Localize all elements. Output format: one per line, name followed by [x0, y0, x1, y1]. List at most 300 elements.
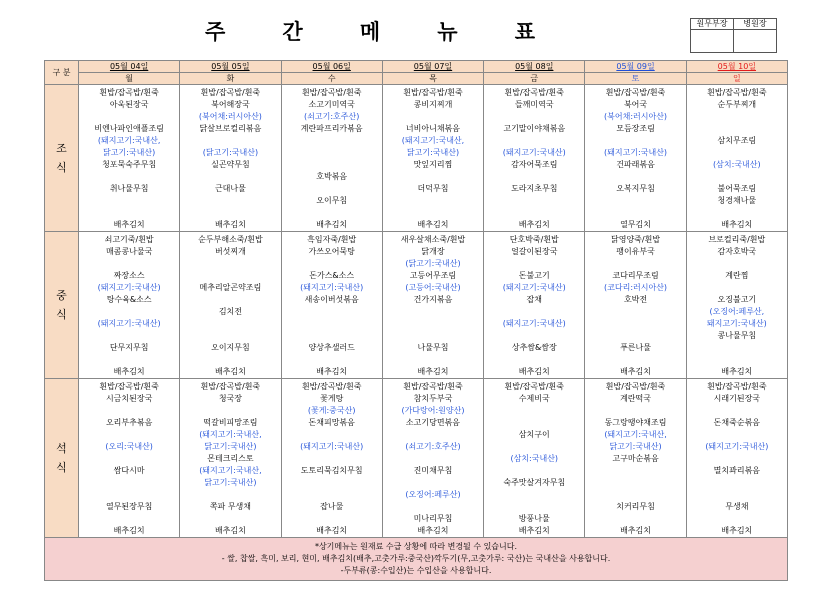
menu-item: 아욱된장국	[109, 100, 149, 109]
menu-item: 오이무침	[316, 196, 348, 205]
menu-item: 배추김치	[316, 367, 348, 376]
menu-item: 배추김치	[721, 526, 753, 535]
menu-cell	[484, 232, 585, 379]
meal-label	[45, 85, 79, 232]
menu-item	[585, 318, 685, 330]
menu-item	[585, 195, 685, 207]
menu-item	[383, 501, 483, 513]
menu-item	[585, 171, 685, 183]
menu-item: 배추김치	[113, 526, 145, 535]
menu-item: 쌈다시마	[113, 466, 145, 475]
menu-item: 비엔나파인애플조림	[94, 124, 164, 133]
approval-sign-manager	[691, 30, 734, 53]
menu-item	[79, 207, 179, 219]
menu-item: 소고기당면볶음	[405, 418, 461, 427]
menu-item: 삼치구이	[518, 430, 550, 439]
menu-cell	[484, 379, 585, 538]
menu-item	[282, 306, 382, 318]
menu-item: 단호박죽/흰밥	[509, 235, 559, 244]
menu-item	[383, 354, 483, 366]
menu-item: 잡나물	[320, 502, 344, 511]
menu-item	[79, 258, 179, 270]
menu-item	[282, 477, 382, 489]
origin-note: (돼지고기:국내산)	[97, 283, 161, 292]
menu-item	[383, 195, 483, 207]
menu-item: 코다리무조림	[612, 271, 659, 280]
menu-item: 호박전	[623, 295, 648, 304]
header-date	[281, 61, 382, 73]
menu-item: 수제비국	[518, 394, 550, 403]
menu-item: 버섯찌개	[214, 247, 246, 256]
menu-item	[79, 489, 179, 501]
menu-item: 매콤콩나물국	[105, 247, 153, 256]
menu-item	[585, 465, 685, 477]
menu-item: 흰밥/잡곡밥/흰죽	[707, 382, 767, 391]
menu-item	[484, 465, 584, 477]
menu-item	[79, 354, 179, 366]
menu-item	[585, 306, 685, 318]
menu-item	[383, 477, 483, 489]
menu-item: 배추김치	[214, 367, 246, 376]
menu-item	[180, 294, 280, 306]
menu-item: 팽이유부국	[616, 247, 655, 256]
origin-note: (돼지고기:국내산)	[502, 319, 566, 328]
menu-item	[687, 354, 787, 366]
menu-item: 배추김치	[721, 220, 753, 229]
menu-item: 흰밥/잡곡밥/흰죽	[504, 88, 565, 97]
menu-item: 돈채죽순볶음	[713, 418, 761, 427]
menu-item	[484, 135, 584, 147]
menu-item: 배추김치	[316, 220, 348, 229]
menu-item: 흰밥/잡곡밥/흰죽	[605, 88, 666, 97]
menu-item	[383, 453, 483, 465]
menu-item	[282, 147, 382, 159]
menu-item	[383, 429, 483, 441]
menu-item	[687, 171, 787, 183]
menu-item	[180, 513, 280, 525]
origin-note: (코다리:러시아산)	[604, 283, 668, 292]
menu-item	[282, 429, 382, 441]
menu-item	[79, 171, 179, 183]
title-char: 주	[205, 20, 226, 44]
menu-item: 배추김치	[620, 367, 651, 376]
menu-item: 메추리알곤약조림	[199, 283, 262, 292]
menu-item	[282, 330, 382, 342]
origin-note: (삼치:국내산)	[713, 160, 761, 169]
menu-item: 도토리묵김치무침	[300, 466, 363, 475]
menu-item	[585, 405, 685, 417]
menu-item: 닭영양죽/흰밥	[611, 235, 661, 244]
origin-note: (돼지고기:국내산,	[401, 136, 465, 145]
menu-cell	[382, 85, 483, 232]
menu-item	[383, 330, 483, 342]
menu-item	[282, 135, 382, 147]
menu-item: 진미채무침	[413, 466, 453, 475]
menu-item: 너비아니채볶음	[405, 124, 461, 133]
menu-item: 흰밥/잡곡밥/흰죽	[99, 382, 159, 391]
menu-item: 치커리무침	[616, 502, 655, 511]
menu-item: 꽃게탕	[320, 394, 344, 403]
menu-item: 상추쌈&쌈장	[511, 343, 557, 352]
header-date	[79, 61, 180, 73]
menu-item	[79, 195, 179, 207]
menu-item: 오이지무침	[211, 343, 250, 352]
menu-item	[585, 513, 685, 525]
menu-item: 돈가스&소스	[309, 271, 355, 280]
menu-item: 얼갈이된장국	[511, 247, 558, 256]
menu-item: 몬테크리스토	[207, 454, 254, 463]
meal-row	[45, 85, 788, 232]
notice-line: -두부류(콩:수입산)는 수입산을 사용합니다.	[340, 566, 492, 575]
approval-sign-director	[734, 30, 777, 53]
origin-note: (쇠고기:호주산)	[405, 442, 461, 451]
menu-item: 흰밥/잡곡밥/흰죽	[301, 382, 362, 391]
origin-note: (고등어:국내산)	[405, 283, 461, 292]
meal-row	[45, 232, 788, 379]
menu-item: 배추김치	[518, 526, 550, 535]
menu-item: 참치두부국	[413, 394, 453, 403]
notice-line: - 쌀, 찹쌀, 흑미, 보리, 현미, 배추김치(배추,고춧가루:중국산)깍두기(무,고춧가루: 국산)는 국내산을 사용합니다.	[221, 554, 611, 563]
menu-item: 배추김치	[214, 526, 246, 535]
menu-cell	[281, 85, 382, 232]
origin-note: (삼치:국내산)	[510, 454, 559, 463]
meal-label-char: 식	[56, 308, 67, 321]
origin-note: 닭고기:국내산)	[103, 148, 156, 157]
header-weekday: 일	[686, 73, 787, 85]
menu-item	[585, 258, 685, 270]
menu-item: 배추김치	[113, 220, 145, 229]
header-date	[585, 61, 686, 73]
menu-item	[282, 258, 382, 270]
menu-item: 시래기된장국	[713, 394, 761, 403]
notice-line: *상기메뉴는 원재료 수급 상황에 따라 변경될 수 있습니다.	[314, 542, 518, 551]
menu-item: 실곤약무침	[211, 160, 250, 169]
menu-cell	[281, 379, 382, 538]
menu-item	[282, 318, 382, 330]
menu-item	[687, 123, 787, 135]
menu-cell	[180, 379, 281, 538]
menu-item: 열무된장무침	[105, 502, 153, 511]
menu-item	[484, 258, 584, 270]
menu-item: 근대나물	[214, 184, 246, 193]
menu-item: 북어국	[623, 100, 648, 109]
menu-item: 잡채	[526, 295, 542, 304]
menu-item: 건가지볶음	[413, 295, 453, 304]
menu-cell	[585, 379, 686, 538]
header-weekday: 금	[484, 73, 585, 85]
menu-item	[585, 489, 685, 501]
origin-note: (돼지고기:국내산,	[604, 430, 667, 439]
menu-item	[180, 171, 280, 183]
menu-item: 더덕무침	[417, 184, 449, 193]
menu-item: 취나물무침	[109, 184, 149, 193]
origin-note: (돼지고기:국내산)	[502, 283, 566, 292]
date-text: 05월 04일	[109, 62, 149, 71]
origin-note: 닭고기:국내산)	[204, 442, 257, 451]
menu-item	[585, 135, 685, 147]
menu-item: 미나리무침	[413, 514, 453, 523]
menu-item	[687, 489, 787, 501]
menu-item	[484, 330, 584, 342]
origin-note: (닭고기:국내산)	[405, 259, 461, 268]
menu-item: 흰밥/잡곡밥/흰죽	[99, 88, 159, 97]
weekly-menu-table	[44, 60, 788, 581]
menu-item	[383, 207, 483, 219]
menu-item: 계란파프리카볶음	[300, 124, 363, 133]
date-text: 05월 05일	[211, 62, 250, 71]
menu-item: 북어해장국	[211, 100, 250, 109]
menu-item: 배추김치	[721, 367, 753, 376]
menu-cell	[585, 85, 686, 232]
menu-item	[79, 306, 179, 318]
menu-item	[687, 111, 787, 123]
menu-item: 돈불고기	[518, 271, 550, 280]
menu-item	[687, 282, 787, 294]
menu-item: 짜장소스	[113, 271, 145, 280]
menu-item: 청국장	[218, 394, 243, 403]
menu-cell	[484, 85, 585, 232]
menu-item: 순두부찌개	[717, 100, 757, 109]
title-char: 메	[359, 20, 381, 44]
menu-item	[79, 477, 179, 489]
menu-cell	[382, 379, 483, 538]
menu-item	[79, 111, 179, 123]
menu-item	[484, 441, 584, 453]
header-weekday: 토	[585, 73, 686, 85]
menu-item: 모듬장조림	[616, 124, 655, 133]
title-char: 간	[282, 20, 303, 44]
menu-item	[585, 330, 685, 342]
origin-note: (쇠고기:호주산)	[304, 112, 360, 121]
menu-item: 들깨미역국	[514, 100, 554, 109]
menu-item	[180, 195, 280, 207]
menu-item: 멸치꽈리볶음	[713, 466, 761, 475]
menu-item	[282, 159, 382, 171]
menu-cell	[686, 232, 787, 379]
menu-item: 불어묵조림	[717, 184, 757, 193]
menu-item	[79, 453, 179, 465]
menu-item	[585, 354, 685, 366]
menu-cell	[79, 232, 180, 379]
origin-note: (오징어:페루산,	[709, 307, 765, 316]
menu-item	[282, 207, 382, 219]
header-weekday: 목	[382, 73, 483, 85]
page-title	[205, 16, 535, 46]
menu-item: 쪽파 무생채	[209, 502, 252, 511]
header-label: 구 분	[45, 61, 79, 85]
meal-label	[45, 232, 79, 379]
menu-item	[383, 318, 483, 330]
approval-label-director: 병원장	[734, 19, 777, 30]
menu-item	[383, 306, 483, 318]
menu-item	[180, 135, 280, 147]
menu-item	[687, 429, 787, 441]
approval-box	[690, 18, 777, 53]
menu-item: 고등어무조림	[409, 271, 457, 280]
menu-item: 시금치된장국	[105, 394, 153, 403]
menu-item: 탕수육&소스	[106, 295, 152, 304]
origin-note: (돼지고기:국내산)	[502, 148, 566, 157]
menu-item: 배추김치	[316, 526, 348, 535]
menu-item: 단무지무침	[109, 343, 149, 352]
menu-item: 오복지무침	[616, 184, 655, 193]
menu-item: 닭개장	[421, 247, 445, 256]
menu-item	[79, 513, 179, 525]
approval-label-manager: 원무부장	[691, 19, 734, 30]
menu-item: 삼치무조림	[717, 136, 757, 145]
menu-item: 호박볶음	[316, 172, 348, 181]
menu-item: 배추김치	[518, 367, 550, 376]
menu-item: 계란찜	[725, 271, 749, 280]
menu-item	[79, 330, 179, 342]
menu-item	[484, 207, 584, 219]
menu-item	[282, 453, 382, 465]
menu-item: 흰밥/잡곡밥/흰죽	[403, 88, 463, 97]
menu-item: 배추김치	[417, 367, 449, 376]
origin-note: 닭고기:국내산)	[609, 442, 662, 451]
menu-item: 오리부추볶음	[105, 418, 153, 427]
header-weekday: 화	[180, 73, 281, 85]
menu-cell	[686, 379, 787, 538]
origin-note: (돼지고기:국내산,	[97, 136, 161, 145]
menu-item	[484, 489, 584, 501]
menu-item: 무생채	[725, 502, 749, 511]
header-date	[686, 61, 787, 73]
origin-note: (꽃게:중국산)	[307, 406, 356, 415]
origin-note: (돼지고기:국내산)	[300, 442, 364, 451]
menu-item	[585, 477, 685, 489]
date-text: 05월 06일	[312, 62, 351, 71]
menu-item	[484, 306, 584, 318]
origin-note: 닭고기:국내산)	[406, 148, 460, 157]
title-char: 표	[514, 20, 535, 44]
menu-item: 순두부해소죽/흰밥	[198, 235, 263, 244]
origin-note: (가다랑어:원양산)	[401, 406, 465, 415]
date-text: 05월 10일	[717, 62, 757, 71]
menu-item	[687, 513, 787, 525]
menu-item: 고구마순볶음	[612, 454, 659, 463]
menu-item: 동그랑땡야채조림	[604, 418, 667, 427]
menu-cell	[79, 85, 180, 232]
menu-item	[180, 330, 280, 342]
menu-item: 감자호박국	[717, 247, 757, 256]
menu-item	[484, 501, 584, 513]
menu-item	[282, 489, 382, 501]
menu-item: 돈채피망볶음	[308, 418, 355, 427]
origin-note: (북어채:러시아산)	[198, 112, 262, 121]
menu-item: 오징불고기	[717, 295, 757, 304]
menu-cell	[585, 232, 686, 379]
menu-item	[687, 453, 787, 465]
meal-label-char: 중	[56, 289, 67, 302]
date-text: 05월 08일	[515, 62, 554, 71]
meal-label-char: 식	[56, 461, 67, 474]
menu-item	[484, 354, 584, 366]
meal-label-char: 석	[56, 442, 67, 455]
menu-item	[282, 183, 382, 195]
menu-item	[484, 195, 584, 207]
menu-item: 양상추샐러드	[308, 343, 355, 352]
header-date	[180, 61, 281, 73]
menu-item	[687, 147, 787, 159]
menu-item	[383, 171, 483, 183]
menu-item: 콩나물무침	[717, 331, 757, 340]
menu-item: 방풍나물	[518, 514, 550, 523]
meal-row	[45, 379, 788, 538]
menu-item: 건파래볶음	[616, 160, 655, 169]
menu-item: 쇠고기죽/흰밥	[104, 235, 154, 244]
header-date	[484, 61, 585, 73]
menu-item	[180, 318, 280, 330]
menu-item: 감자어묵조림	[511, 160, 558, 169]
menu-item: 콩비지찌개	[413, 100, 453, 109]
menu-item	[180, 405, 280, 417]
menu-item	[484, 405, 584, 417]
menu-cell	[180, 232, 281, 379]
menu-item	[79, 429, 179, 441]
menu-item	[180, 207, 280, 219]
menu-item: 흰밥/잡곡밥/흰죽	[200, 88, 261, 97]
date-text: 05월 07일	[413, 62, 453, 71]
origin-note: (오징어:페루산)	[405, 490, 461, 499]
menu-cell	[180, 85, 281, 232]
menu-item: 김치전	[218, 307, 243, 316]
menu-item: 맛잎지리찜	[413, 160, 453, 169]
menu-item	[687, 477, 787, 489]
header-weekday: 월	[79, 73, 180, 85]
menu-item: 흰밥/잡곡밥/흰죽	[707, 88, 767, 97]
menu-item: 흰밥/잡곡밥/흰죽	[504, 382, 565, 391]
origin-note: (북어채:러시아산)	[604, 112, 668, 121]
menu-item: 흰밥/잡곡밥/흰죽	[605, 382, 666, 391]
menu-item	[180, 258, 280, 270]
menu-item	[79, 405, 179, 417]
header-date	[382, 61, 483, 73]
menu-item	[484, 171, 584, 183]
menu-item	[383, 111, 483, 123]
origin-note: (돼지고기:국내산,	[199, 430, 262, 439]
notice-box	[45, 538, 788, 581]
menu-item	[484, 417, 584, 429]
origin-note: (돼지고기:국내산)	[300, 283, 364, 292]
menu-item: 숙주맛살겨자무침	[503, 478, 566, 487]
menu-item: 떡갈비피망조림	[203, 418, 258, 427]
origin-note: (돼지고기:국내산,	[199, 466, 262, 475]
menu-item	[687, 342, 787, 354]
menu-item	[180, 489, 280, 501]
menu-item: 흑임자죽/흰밥	[307, 235, 357, 244]
header-weekday: 수	[281, 73, 382, 85]
menu-item	[585, 207, 685, 219]
origin-note: (돼지고기:국내산)	[604, 148, 668, 157]
menu-item: 새우살채소죽/흰밥	[400, 235, 466, 244]
origin-note: (오리:국내산)	[105, 442, 153, 451]
menu-item	[282, 354, 382, 366]
menu-item	[282, 513, 382, 525]
menu-item: 청경채나물	[717, 196, 757, 205]
menu-item	[687, 405, 787, 417]
menu-item	[687, 258, 787, 270]
menu-item: 열무김치	[620, 220, 651, 229]
date-text: 05월 09일	[616, 62, 655, 71]
menu-item: 계란떡국	[620, 394, 651, 403]
menu-item: 청포묵숙주무침	[102, 160, 157, 169]
menu-item: 흰밥/잡곡밥/흰죽	[200, 382, 261, 391]
menu-cell	[79, 379, 180, 538]
menu-item: 배추김치	[417, 220, 449, 229]
menu-item: 새송이버섯볶음	[304, 295, 359, 304]
menu-item: 배추김치	[417, 526, 449, 535]
